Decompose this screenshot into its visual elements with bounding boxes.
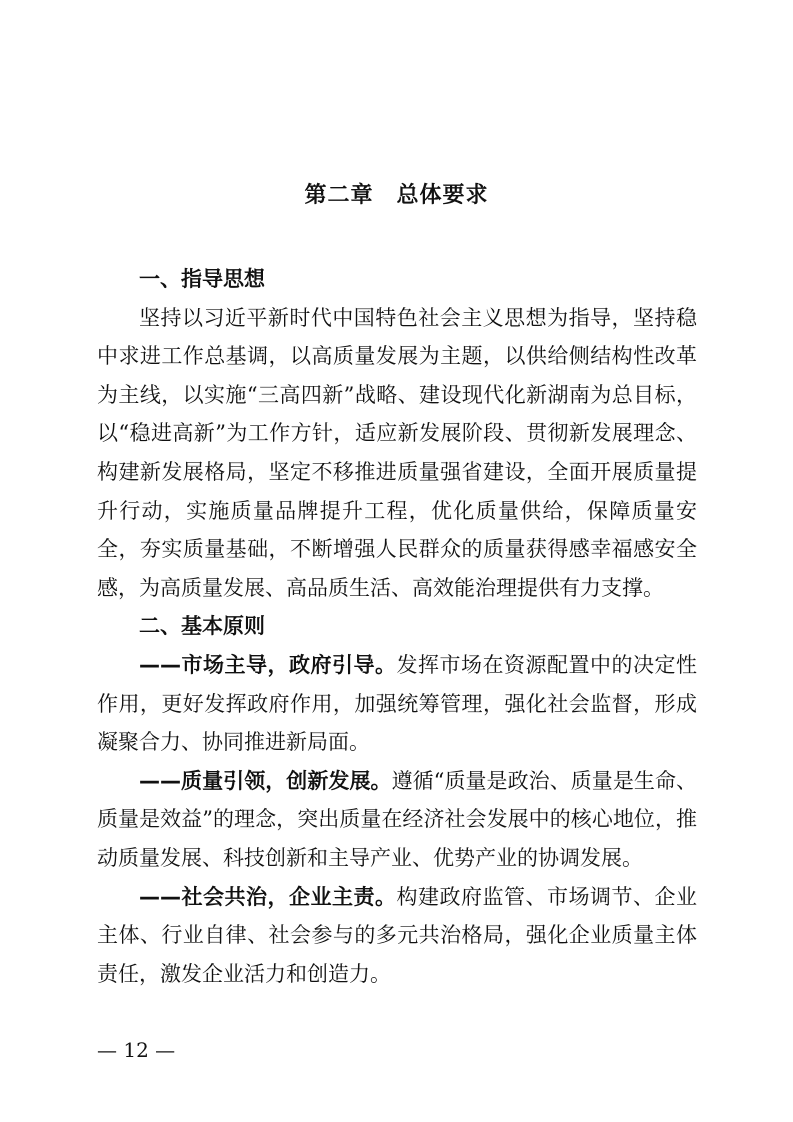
document-body xyxy=(97,260,697,993)
principle-lead: ——社会共治，企业主责。 xyxy=(139,884,397,909)
principle-text: 发挥市场在资源配置中的决定性作用，更好发挥政府作用，加强统筹管理，强化社会监督，形成凝聚合力、协同推进新局面。 xyxy=(97,652,697,755)
principle-text: 遵循“质量是政治、质量是生命、质量是效益”的理念，突出质量在经济社会发展中的核心地位，推动质量发展、科技创新和主导产业、优势产业的协调发展。 xyxy=(97,768,697,870)
page-number: — 12 — xyxy=(97,1038,176,1062)
principle-text: 构建政府监管、市场调节、企业主体、行业自律、社会参与的多元共治格局，强化企业质量主体责任，激发企业活力和创造力。 xyxy=(97,884,697,986)
section-heading-guiding-ideology: 一、指导思想 xyxy=(139,267,265,291)
chapter-title: 第二章 总体要求 xyxy=(304,183,489,208)
principle-lead: ——市场主导，政府引导。 xyxy=(139,652,397,677)
principle-paragraph xyxy=(97,646,697,762)
principle-paragraph xyxy=(97,762,697,878)
principle-paragraph xyxy=(97,878,697,994)
section-heading-basic-principles: 二、基本原则 xyxy=(139,614,265,639)
paragraph-guiding-ideology: 坚持以习近平新时代中国特色社会主义思想为指导，坚持稳中求进工作总基调，以高质量发展为主题，以供给侧结构性改革为主线，以实施“三高四新”战略、建设现代化新湖南为总目标，以“稳进高新”为工作方针，适应新发展阶段、贯彻新发展理念、构建新发展格局，坚定不移推进质量强省建设，全面开展质量提升行动，实施质量品牌提升工程，优化质量供给，保障质量安全，夯实质量基础，不断增强人民群众的质量获得感幸福感安全感，为高质量发展、高品质生活、高效能治理提供有力支撑。 xyxy=(97,305,697,600)
principle-lead: ——质量引领，创新发展。 xyxy=(139,768,392,793)
